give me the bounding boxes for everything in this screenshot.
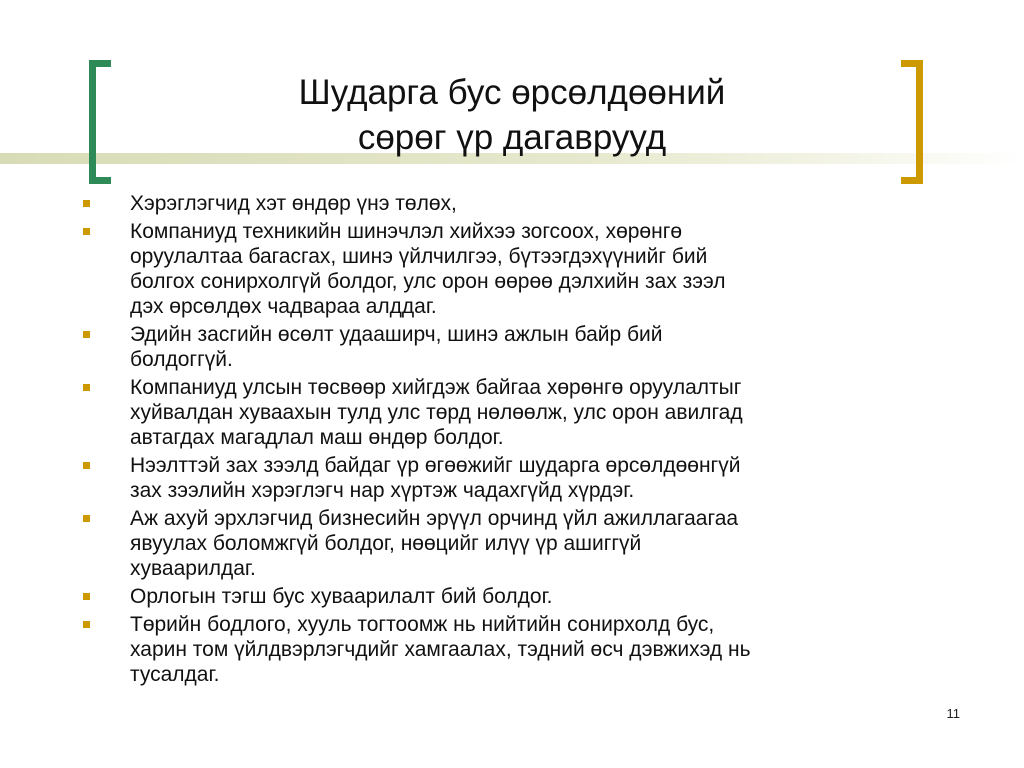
- bullet-text: Нээлттэй зах зээлд байдаг үр өгөөжийг шударга өрсөлдөөнгүй зах зээлийн хэрэглэгч нар хүртэж чадахгүйд хүрдэг.: [130, 454, 741, 502]
- square-bullet-icon: [83, 621, 90, 628]
- square-bullet-icon: [83, 384, 90, 391]
- bullet-item: [82, 219, 912, 319]
- square-bullet-icon: [83, 331, 90, 338]
- title-line-1: Шударга бус өрсөлдөөний: [298, 73, 726, 112]
- bullet-item: [82, 191, 912, 216]
- bullet-item: [82, 322, 912, 372]
- bullet-text: Аж ахуй эрхлэгчид бизнесийн эрүүл орчинд үйл ажиллагаагаа явуулах боломжгүй болдог, нөөцийг илүү үр ашиггүй хуваарилдаг.: [130, 507, 739, 580]
- left-bracket-decoration: [89, 60, 111, 184]
- bullet-text: Орлогын тэгш бус хуваарилалт бий болдог.: [130, 585, 553, 608]
- square-bullet-icon: [83, 228, 90, 235]
- bullet-text: Компаниуд улсын төсвөөр хийгдэж байгаа хөрөнгө оруулалтыг хуйвалдан хуваахын тулд улс төрд нөлөөлж, улс орон авилгад автагдах магадлал маш өндөр болдог.: [130, 376, 743, 449]
- square-bullet-icon: [83, 200, 90, 207]
- bullet-item: [82, 584, 912, 609]
- square-bullet-icon: [83, 593, 90, 600]
- right-bracket-decoration: [901, 60, 923, 184]
- title-line-2: сөрөг үр дагаврууд: [357, 118, 667, 157]
- bullet-item: [82, 612, 912, 687]
- square-bullet-icon: [83, 462, 90, 469]
- bullet-list: [82, 191, 912, 690]
- bullet-text: Компаниуд техникийн шинэчлэл хийхээ зогсоох, хөрөнгө оруулалтаа багасгах, шинэ үйлчилгээ, бүтээгдэхүүнийг бий болгох сонирхолгүй болдог, улс орон өөрөө дэлхийн зах зээл дэх өрсөлдөх чадвараа алддаг.: [130, 220, 726, 318]
- bullet-text: Хэрэглэгчид хэт өндөр үнэ төлөх,: [130, 192, 457, 215]
- bullet-item: [82, 375, 912, 450]
- slide-title: [150, 70, 874, 160]
- bullet-item: [82, 453, 912, 503]
- square-bullet-icon: [83, 515, 90, 522]
- bullet-text: Төрийн бодлого, хууль тогтоомж нь нийтийн сонирхолд бус, харин том үйлдвэрлэгчдийг хамгаалах, тэдний өсч дэвжихэд нь тусалдаг.: [130, 613, 751, 686]
- page-number: 11: [946, 706, 960, 721]
- bullet-item: [82, 506, 912, 581]
- bullet-text: Эдийн засгийн өсөлт удааширч, шинэ ажлын байр бий болдоггүй.: [130, 323, 663, 371]
